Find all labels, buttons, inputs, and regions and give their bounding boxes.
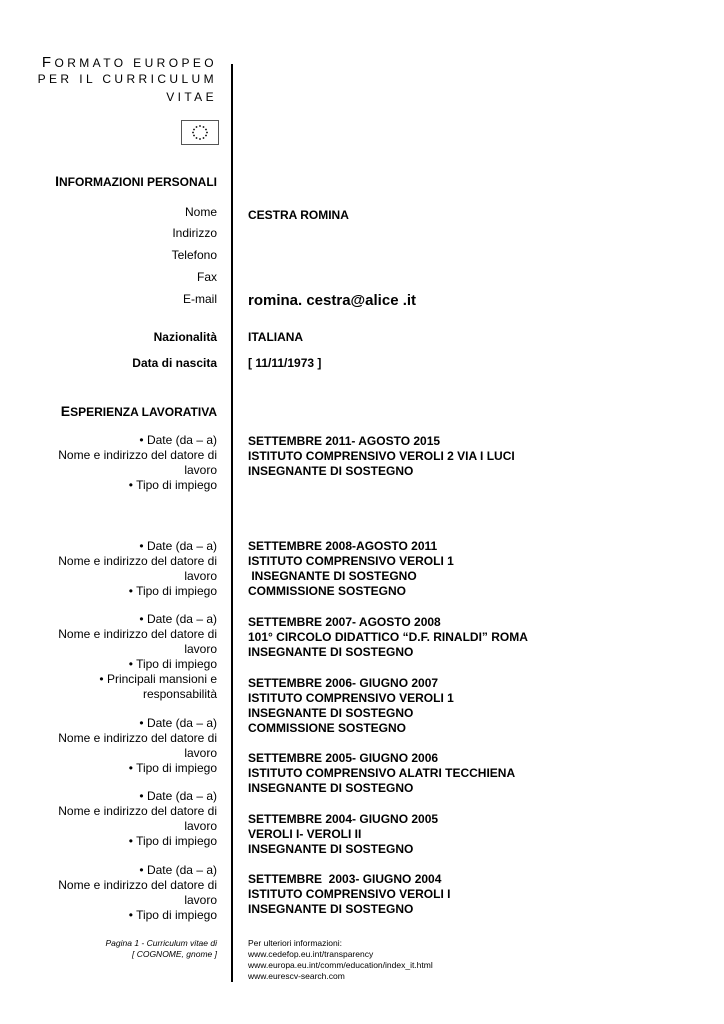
title-rest: ORMATO EUROPEO	[54, 56, 217, 70]
entry-dates: SETTEMBRE 2003- GIUGNO 2004	[248, 872, 442, 886]
label-employer: Nome e indirizzo del datore di	[58, 878, 217, 892]
label-date: • Date (da – a)	[139, 433, 217, 447]
vertical-divider	[231, 64, 233, 982]
label-nazionalita: Nazionalità	[153, 330, 217, 344]
label-nome: Nome	[184, 205, 217, 219]
label-date: • Date (da – a)	[139, 789, 217, 803]
entry-extra: COMMISSIONE SOSTEGNO	[248, 721, 407, 735]
label-data-nascita: Data di nascita	[132, 356, 217, 370]
cv-title-line2: PER IL CURRICULUM	[37, 72, 217, 86]
entry-dates: SETTEMBRE 2006- GIUGNO 2007	[248, 676, 439, 690]
label-date: • Date (da – a)	[139, 863, 217, 877]
heading-rest: SPERIENZA LAVORATIVA	[70, 405, 217, 419]
footer-link-europa[interactable]: www.europa.eu.int/comm/education/index_it.html	[248, 960, 433, 970]
footer-name-placeholder: [ COGNOME, gnome ]	[131, 949, 217, 959]
label-indirizzo: Indirizzo	[172, 226, 217, 240]
entry-role: INSEGNANTE DI SOSTEGNO	[248, 464, 414, 478]
entry-employer: ISTITUTO COMPRENSIVO VEROLI 2 VIA I LUCI	[248, 449, 515, 463]
value-nazionalita: ITALIANA	[248, 330, 304, 344]
entry-role: INSEGNANTE DI SOSTEGNO	[248, 781, 414, 795]
entry-dates: SETTEMBRE 2011- AGOSTO 2015	[248, 434, 441, 448]
label-type: • Tipo di impiego	[128, 657, 217, 671]
label-employer-cont: lavoro	[184, 463, 217, 477]
heading-rest: NFORMAZIONI PERSONALI	[59, 175, 217, 189]
label-type: • Tipo di impiego	[128, 478, 217, 492]
label-employer: Nome e indirizzo del datore di	[58, 448, 217, 462]
label-employer-cont: lavoro	[184, 893, 217, 907]
heading-initial: E	[60, 403, 71, 419]
label-employer-cont: lavoro	[184, 746, 217, 760]
entry-role: INSEGNANTE DI SOSTEGNO	[248, 569, 417, 583]
entry-employer: ISTITUTO COMPRENSIVO VEROLI I	[248, 887, 451, 901]
entry-extra: COMMISSIONE SOSTEGNO	[248, 584, 407, 598]
cv-title-line3: VITAE	[166, 90, 217, 104]
entry-employer: ISTITUTO COMPRENSIVO VEROLI 1	[248, 554, 454, 568]
value-nome: CESTRA ROMINA	[248, 208, 349, 222]
entry-dates: SETTEMBRE 2008-AGOSTO 2011	[248, 539, 438, 553]
entry-employer: VEROLI I- VEROLI II	[248, 827, 362, 841]
label-employer: Nome e indirizzo del datore di	[58, 627, 217, 641]
value-email: romina. cestra@alice .it	[248, 292, 417, 309]
experience-heading	[61, 403, 217, 419]
footer-link-cedefop[interactable]: www.cedefop.eu.int/transparency	[248, 949, 374, 959]
label-employer-cont: lavoro	[184, 819, 217, 833]
label-email: E-mail	[182, 292, 217, 306]
label-duties: • Principali mansioni e	[99, 672, 217, 686]
entry-employer: ISTITUTO COMPRENSIVO ALATRI TECCHIENA	[248, 766, 516, 780]
title-initial: F	[41, 54, 55, 71]
personal-info-heading	[55, 173, 217, 189]
entry-dates: SETTEMBRE 2005- GIUGNO 2006	[248, 751, 439, 765]
entry-employer: ISTITUTO COMPRENSIVO VEROLI 1	[248, 691, 454, 705]
entry-role: INSEGNANTE DI SOSTEGNO	[248, 902, 414, 916]
label-fax: Fax	[196, 270, 217, 284]
value-data-nascita: [ 11/11/1973 ]	[248, 356, 322, 370]
label-duties-cont: responsabilità	[142, 687, 217, 701]
heading-initial: I	[55, 173, 59, 189]
entry-role: INSEGNANTE DI SOSTEGNO	[248, 842, 414, 856]
label-telefono: Telefono	[171, 248, 217, 262]
label-date: • Date (da – a)	[139, 539, 217, 553]
cv-title-line1	[42, 54, 217, 71]
label-date: • Date (da – a)	[139, 716, 217, 730]
entry-role: INSEGNANTE DI SOSTEGNO	[248, 645, 414, 659]
label-employer: Nome e indirizzo del datore di	[58, 804, 217, 818]
label-type: • Tipo di impiego	[128, 834, 217, 848]
entry-dates: SETTEMBRE 2007- AGOSTO 2008	[248, 615, 441, 629]
entry-role: INSEGNANTE DI SOSTEGNO	[248, 706, 414, 720]
label-type: • Tipo di impiego	[128, 908, 217, 922]
entry-dates: SETTEMBRE 2004- GIUGNO 2005	[248, 812, 439, 826]
footer-page-info: Pagina 1 - Curriculum vitae di	[105, 938, 217, 948]
label-date: • Date (da – a)	[139, 612, 217, 626]
footer-link-eurescv[interactable]: www.eurescv-search.com	[248, 971, 345, 981]
eu-flag-icon	[181, 120, 219, 145]
entry-employer: 101° CIRCOLO DIDATTICO “D.F. RINALDI” ROMA	[248, 630, 528, 644]
label-type: • Tipo di impiego	[128, 584, 217, 598]
footer-info-title: Per ulteriori informazioni:	[248, 938, 343, 948]
label-type: • Tipo di impiego	[128, 761, 217, 775]
label-employer: Nome e indirizzo del datore di	[58, 554, 217, 568]
label-employer-cont: lavoro	[184, 569, 217, 583]
label-employer-cont: lavoro	[184, 642, 217, 656]
label-employer: Nome e indirizzo del datore di	[58, 731, 217, 745]
